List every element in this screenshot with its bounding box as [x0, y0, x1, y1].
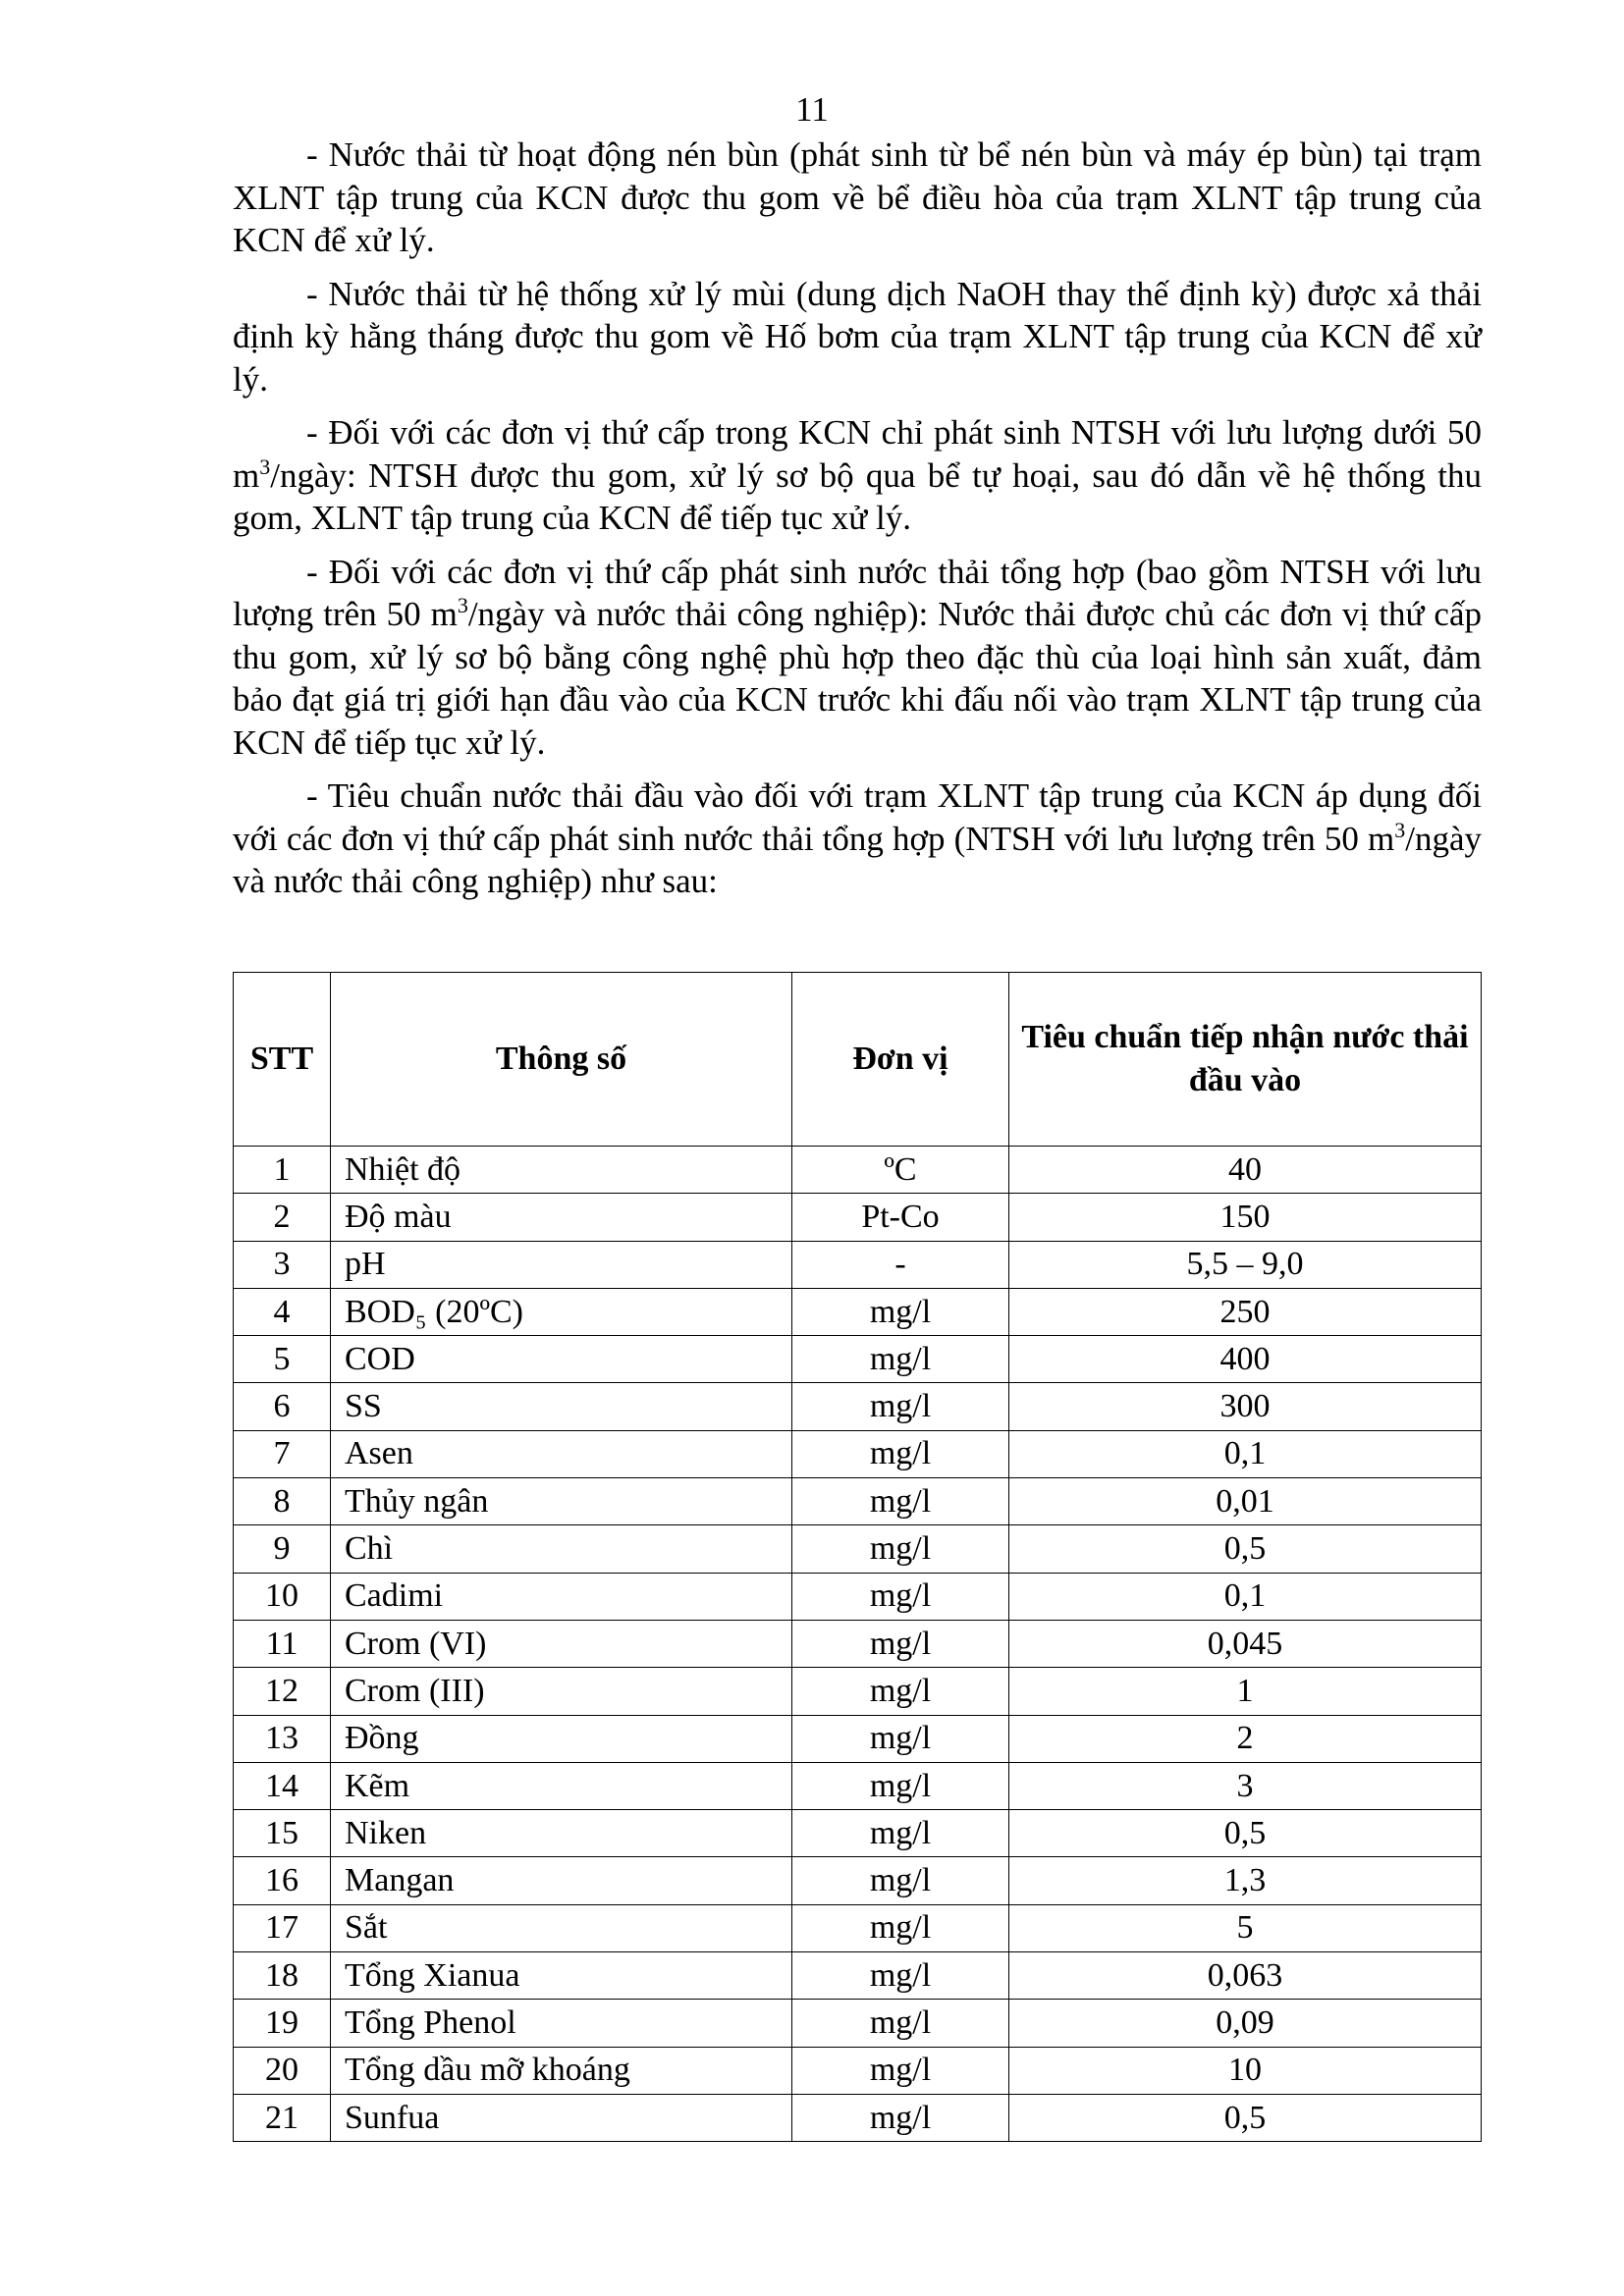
- cell-unit: mg/l: [792, 1857, 1009, 1904]
- cell-parameter: Cadimi: [331, 1573, 792, 1620]
- table-row: [234, 1762, 1482, 1809]
- cell-standard-value: 250: [1009, 1288, 1482, 1335]
- cell-standard-value: 0,09: [1009, 2000, 1482, 2047]
- cell-parameter: Tổng Xianua: [331, 1952, 792, 2000]
- cell-stt: 8: [234, 1478, 331, 1525]
- header-unit: Đơn vị: [792, 973, 1009, 1147]
- cell-parameter: Sắt: [331, 1904, 792, 1951]
- table-row: [234, 1810, 1482, 1857]
- table-row: [234, 1857, 1482, 1904]
- paragraph-odor-treatment-wastewater: [233, 273, 1482, 401]
- cell-unit: -: [792, 1241, 1009, 1288]
- cell-unit: mg/l: [792, 2047, 1009, 2094]
- cell-stt: 6: [234, 1383, 331, 1430]
- cell-stt: 16: [234, 1857, 331, 1904]
- paragraph-sludge-wastewater: [233, 133, 1482, 262]
- cell-stt: 9: [234, 1525, 331, 1573]
- table-row: [234, 1336, 1482, 1383]
- cell-parameter: Tổng dầu mỡ khoáng: [331, 2047, 792, 2094]
- cell-unit: mg/l: [792, 1762, 1009, 1809]
- paragraph-text: - Đối với các đơn vị thứ cấp phát sinh nước thải tổng hợp (bao gồm NTSH với lưu lượng trên 50 m: [233, 552, 1482, 633]
- cell-parameter: Đồng: [331, 1715, 792, 1762]
- cell-stt: 1: [234, 1147, 331, 1194]
- cell-unit: mg/l: [792, 2094, 1009, 2141]
- cell-stt: 12: [234, 1668, 331, 1715]
- cell-unit: mg/l: [792, 1810, 1009, 1857]
- cell-standard-value: 1,3: [1009, 1857, 1482, 1904]
- cell-standard-value: 3: [1009, 1762, 1482, 1809]
- cell-standard-value: 5,5 – 9,0: [1009, 1241, 1482, 1288]
- cell-stt: 2: [234, 1194, 331, 1241]
- superscript: 3: [457, 593, 468, 617]
- cell-standard-value: 0,045: [1009, 1620, 1482, 1667]
- table-row: [234, 1904, 1482, 1951]
- cell-stt: 10: [234, 1573, 331, 1620]
- cell-standard-value: 0,1: [1009, 1573, 1482, 1620]
- cell-standard-value: 400: [1009, 1336, 1482, 1383]
- cell-stt: 13: [234, 1715, 331, 1762]
- cell-unit: mg/l: [792, 1288, 1009, 1335]
- cell-unit: mg/l: [792, 1715, 1009, 1762]
- cell-unit: mg/l: [792, 1478, 1009, 1525]
- cell-parameter: Kẽm: [331, 1762, 792, 1809]
- cell-unit: mg/l: [792, 1430, 1009, 1477]
- cell-standard-value: 150: [1009, 1194, 1482, 1241]
- cell-parameter: COD: [331, 1336, 792, 1383]
- cell-unit: mg/l: [792, 1668, 1009, 1715]
- cell-standard-value: 2: [1009, 1715, 1482, 1762]
- cell-parameter: Mangan: [331, 1857, 792, 1904]
- cell-parameter: BOD₅ (20ºC): [331, 1288, 792, 1335]
- cell-stt: 18: [234, 1952, 331, 2000]
- paragraph-text: /ngày: NTSH được thu gom, xử lý sơ bộ qua bể tự hoại, sau đó dẫn về hệ thống thu gom, XLNT tập trung của KCN để tiếp tục xử lý.: [233, 455, 1482, 537]
- table-row: [234, 1383, 1482, 1430]
- cell-unit: ºC: [792, 1147, 1009, 1194]
- cell-parameter: SS: [331, 1383, 792, 1430]
- table-row: [234, 1478, 1482, 1525]
- table-row: [234, 1288, 1482, 1335]
- table-row: [234, 2047, 1482, 2094]
- page-number: 11: [795, 90, 829, 129]
- cell-stt: 19: [234, 2000, 331, 2047]
- cell-unit: mg/l: [792, 1904, 1009, 1951]
- cell-stt: 5: [234, 1336, 331, 1383]
- cell-unit: mg/l: [792, 1620, 1009, 1667]
- table-row: [234, 1147, 1482, 1194]
- cell-parameter: Niken: [331, 1810, 792, 1857]
- cell-parameter: Thủy ngân: [331, 1478, 792, 1525]
- cell-stt: 4: [234, 1288, 331, 1335]
- table-row: [234, 1525, 1482, 1573]
- cell-standard-value: 0,063: [1009, 1952, 1482, 2000]
- cell-stt: 15: [234, 1810, 331, 1857]
- cell-stt: 17: [234, 1904, 331, 1951]
- cell-parameter: Nhiệt độ: [331, 1147, 792, 1194]
- cell-stt: 14: [234, 1762, 331, 1809]
- table-row: [234, 1573, 1482, 1620]
- table-body: [234, 1147, 1482, 2142]
- cell-unit: mg/l: [792, 1525, 1009, 1573]
- header-parameter: Thông số: [331, 973, 792, 1147]
- cell-unit: Pt-Co: [792, 1194, 1009, 1241]
- cell-unit: mg/l: [792, 1573, 1009, 1620]
- cell-stt: 11: [234, 1620, 331, 1667]
- paragraph-text: - Nước thải từ hệ thống xử lý mùi (dung dịch NaOH thay thế định kỳ) được xả thải định kỳ hằng tháng được thu gom về Hố bơm của trạm XLNT tập trung của KCN để xử lý.: [233, 274, 1482, 399]
- paragraph-mixed-wastewater: [233, 551, 1482, 765]
- cell-stt: 3: [234, 1241, 331, 1288]
- cell-standard-value: 0,5: [1009, 1810, 1482, 1857]
- paragraph-text: /ngày và nước thải công nghiệp): Nước thải được chủ các đơn vị thứ cấp thu gom, xử lý sơ bộ bằng công nghệ phù hợp theo đặc thù của loại hình sản xuất, đảm bảo đạt giá trị giới hạn đầu vào của KCN trước khi đấu nối vào trạm XLNT tập trung của KCN để tiếp tục xử lý.: [233, 595, 1482, 762]
- cell-standard-value: 10: [1009, 2047, 1482, 2094]
- paragraph-text: /ngày và nước thải công nghiệp) như sau:: [233, 819, 1482, 900]
- table-row: [234, 1194, 1482, 1241]
- table-row: [234, 2094, 1482, 2141]
- cell-parameter: Chì: [331, 1525, 792, 1573]
- cell-stt: 20: [234, 2047, 331, 2094]
- paragraph-text: - Đối với các đơn vị thứ cấp trong KCN chỉ phát sinh NTSH với lưu lượng dưới 50 m: [233, 413, 1482, 495]
- table-header-row: [234, 973, 1482, 1147]
- paragraph-domestic-wastewater: [233, 411, 1482, 540]
- table-row: [234, 1715, 1482, 1762]
- cell-standard-value: 0,01: [1009, 1478, 1482, 1525]
- cell-parameter: Tổng Phenol: [331, 2000, 792, 2047]
- input-standard-table: [233, 972, 1482, 2142]
- table-row: [234, 1620, 1482, 1667]
- table-row: [234, 1668, 1482, 1715]
- cell-standard-value: 40: [1009, 1147, 1482, 1194]
- paragraph-text: - Nước thải từ hoạt động nén bùn (phát sinh từ bể nén bùn và máy ép bùn) tại trạm XLNT tập trung của KCN được thu gom về bể điều hòa của trạm XLNT tập trung của KCN để xử lý.: [233, 135, 1482, 259]
- cell-unit: mg/l: [792, 1952, 1009, 2000]
- cell-parameter: Asen: [331, 1430, 792, 1477]
- cell-standard-value: 0,5: [1009, 1525, 1482, 1573]
- table-row: [234, 1241, 1482, 1288]
- cell-standard-value: 0,5: [1009, 2094, 1482, 2141]
- body-text: [233, 133, 1482, 903]
- cell-unit: mg/l: [792, 1336, 1009, 1383]
- cell-stt: 7: [234, 1430, 331, 1477]
- cell-unit: mg/l: [792, 1383, 1009, 1430]
- cell-standard-value: 0,1: [1009, 1430, 1482, 1477]
- cell-standard-value: 1: [1009, 1668, 1482, 1715]
- cell-parameter: Crom (III): [331, 1668, 792, 1715]
- table-row: [234, 1430, 1482, 1477]
- cell-parameter: Crom (VI): [331, 1620, 792, 1667]
- cell-standard-value: 300: [1009, 1383, 1482, 1430]
- paragraph-input-standard: [233, 774, 1482, 903]
- header-stt: STT: [234, 973, 331, 1147]
- cell-parameter: pH: [331, 1241, 792, 1288]
- cell-stt: 21: [234, 2094, 331, 2141]
- table-row: [234, 2000, 1482, 2047]
- cell-standard-value: 5: [1009, 1904, 1482, 1951]
- table-row: [234, 1952, 1482, 2000]
- paragraph-text: - Tiêu chuẩn nước thải đầu vào đối với trạm XLNT tập trung của KCN áp dụng đối với các đơn vị thứ cấp phát sinh nước thải tổng hợp (NTSH với lưu lượng trên 50 m: [233, 776, 1482, 858]
- superscript: 3: [259, 454, 271, 479]
- superscript: 3: [1394, 817, 1406, 842]
- cell-parameter: Độ màu: [331, 1194, 792, 1241]
- cell-unit: mg/l: [792, 2000, 1009, 2047]
- cell-parameter: Sunfua: [331, 2094, 792, 2141]
- header-standard: Tiêu chuẩn tiếp nhận nước thải đầu vào: [1009, 973, 1482, 1147]
